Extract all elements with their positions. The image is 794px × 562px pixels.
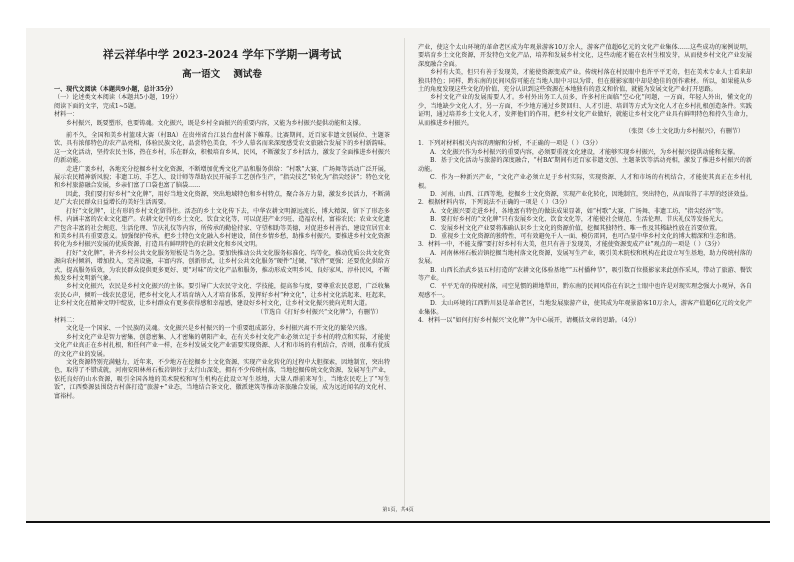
paragraph: 文化资源特别充满魅力，近年来，不少地方在挖掘乡土文化资源，实现产业化转化的过程中大胆探索，因地制宜，突出特色，取得了不错成就，河南安阳林州石板岩镇位于太行山深处，拥有不少传统村落，当地挖掘传统文化资源，发展写生产业，依托良好的山水资源，吸引全国各地的美术院校和写生机构在此设立写生基地，大量人群前来写生，当地农民吃上了“写生饭”，江西婺源县围绕古村落打造“旅游+”业态，当地结合茶文化、徽派建筑等推动茶旅融合发展，成为远近闻名的文化村、富裕村。 <box>54 359 390 400</box>
paragraph: 乡村文化产业的发展需要人才。乡村外出务工人员多，许多村庄面临“空心化”问题，一方面，年轻人外出，懂文化的少，当地缺少文化人才，另一方面，不少地方通过乡贤回归、人才引进、培训等方式为文化人才在乡村扎根创造条件。实践证明，通过培养乡土文化人才，发挥他们的作用，把乡村文化产业做好，就能让乡村文化产业具有鲜明特色和持久生命力，从而推进乡村振兴。 <box>418 94 752 127</box>
paragraph: 前不久，全国和美乡村篮球大赛（村BA）在贵州省台江县台盘村落下帷幕。比赛期间，近百家非遗文创展位、主题茶饮、具有浓郁特色的农产品亮相，体验民族文化，品尝特色美食，不少人慕名而来深度感受农文旅融合发展下的乡村新韵味。这一文化活动，坚持农民主体，热在乡村，乐在群众，积极培育乡风、民风，不断激发了乡村活力，激发了全面推进乡村振兴的新动能。 <box>54 132 390 165</box>
question-3: 3．材料一中，不能支撑“要打好乡村有大美，但只有善于发现美，才能使资源变成产业”观点的一项是（ ）（3分） <box>418 241 724 249</box>
paragraph: 乡村振兴，既要塑形，也要铸魂。文化振兴，既是乡村全面振兴的重要内容，又能为乡村振兴提供动能和支撑。 <box>66 119 365 127</box>
option: C．作为一种新兴产业，“文化产业必须立足于乡村实际，实现资源、人才和市场的有机结合，才能使其真正在乡村扎根。 <box>418 174 752 190</box>
option: D．重视乡土文化资源的独特性，可有效避免千人一面、模仿雷同，也可凸显中华乡村文化的博大精深和生态和谐。 <box>430 232 740 240</box>
exam-subtitle: 高一语文 测试卷 <box>182 69 262 80</box>
paragraph: 因此，我们要打好乡村“文化牌”，用好当地文化资源，突出地域特色和乡村特点，聚合各方力量，激发乡民活力，不断满足广大农民群众日益增长的美好生活需要。 <box>54 190 390 207</box>
material-1-label: 材料一： <box>54 111 79 119</box>
option: B．要打好乡村的“文化牌”只有发展乡文化、饮食文化等，才能使社会规范、生活伦理、节庆礼仪等发扬光大。 <box>430 216 728 224</box>
exam-sheet <box>26 28 770 523</box>
option: A．文化振兴要走进乡村，各地富有特色的做法成果显著，如“村歌”大赛、广场舞、非遗工坊、“指尖经济”等。 <box>430 207 728 215</box>
paragraph: 乡村文化产业是智力密集、创意密集、人才密集的朝阳产业，在有关乡村文化产业必须立足于乡村的特点和实际，才能使文化产业真正在乡村扎根，和任何产业一样，在乡村发展文化产业需要实现资源、人才和市场的有机结合，否则，很难有优质的文化产业的发展。 <box>54 333 390 358</box>
left-column <box>54 44 390 401</box>
section-heading: 一、现代文阅读（本题共9小题，总计35分） <box>54 86 177 93</box>
option: B．山西长治武乡县五村打造的“农耕文化体验基地”“五村播种节”，吸引数百位摄影家来此创作采风，带动了旅游、餐饮等产业。 <box>418 266 752 282</box>
source-citation: （张贺《乡土文化助力乡村振兴》，有删节） <box>625 128 744 136</box>
paragraph: 文化是一个国家、一个民族的灵魂。文化振兴是乡村振兴的一个重要组成部分，乡村振兴离不开文化的繁荣兴盛。 <box>66 325 371 333</box>
question-4: 4．材料一以“如何打好乡村振兴‘文化牌’”为中心展开，请概括文章的思路。（4分） <box>418 317 640 324</box>
fold-line <box>404 38 405 508</box>
subsection-heading: （一）论述类文本阅读（本题共5小题，19分） <box>54 94 182 102</box>
paragraph: 打好“文化牌”，补齐乡村公共文化服务短板是当务之急。要加快推动公共文化服务标准化、均等化，推动优质公共文化资源向农村倾斜，增加投入，完善设施，丰富内容，创新形式，让乡村公共文化服务“硬件”过硬、“软件”更强；还要优化供给方式，提高服务质效，为农民群众提供更多更好、更“对味”的文化产品和服务，推动形成文明乡风、良好家风、淳朴民风，不断焕发乡村文明新气象。 <box>54 249 390 282</box>
option: C．发展乡村文化产业要将准确认识乡土文化的资源价值，挖掘其独特性、唯一性及其稀缺性放在首要位置。 <box>430 224 722 232</box>
question-2: 2．根据材料内容，下列说法不正确的一项是（ ）（3分） <box>418 199 571 207</box>
source-citation: （节选自《打好乡村振兴“文化牌”》，有删节） <box>256 308 382 316</box>
paragraph: 乡村有大美，但只有善于发现美，才能使资源变成产业。传统村落在村民眼中也许平平无奇，但在美术专业人士看来却独具特色；同样，黔东南的民间风俗可能在当地人眼中习以为常，但在摄影家眼中却是绝佳的创作素材。所以，如果能从乡土的角度发现这些文化的价值，充分认识到这些资源在本地独有的意义和价值，就能为发展文化产业打开思路。 <box>418 69 752 94</box>
question-1: 1．下列对材料相关内容的理解和分析，不正确的一项是（ ）（3分） <box>418 140 602 148</box>
instruction: 阅读下面的文字，完成1~5题。 <box>54 102 140 110</box>
paragraph: 乡村文化振兴，农民是乡村文化振兴的主体。要引导广大农民守文化、学技能，提高参与度，要尊重农民意愿，广泛收集农民心声，倾听一线农民意见，把乡村文化人才培育纳入人才培育体系，发挥好乡村“种文化”，让乡村文化活起来、旺起来，让乡村文化在精神文明中绽放，让乡村群众有更多获得感和幸福感，建设好乡村文化，让乡村文化振兴驶向光明大道。 <box>54 283 390 308</box>
option: D．太山环境的江西黔川县是革命老区，当地发展旅游产业，使其成为年观景游客10万余人，游客产值超6亿元的文化产业集体。 <box>418 300 752 316</box>
right-column <box>418 44 752 325</box>
material-2-label: 材料二： <box>54 316 79 324</box>
paragraph: 走进广袤乡村，各地充分挖掘乡村文化资源，不断增加优秀文化产品和服务供给：“村歌”大赛、广场舞等活动广泛开展，展示农民精神新风貌；非遗工坊、手艺人、设计师等帮助农民开展手工艺创作生产，“指尖技艺”转化为“指尖经济”；特色文化和乡村旅游融合发展，乡亲们富了口袋也富了脑袋…… <box>54 165 390 190</box>
option: B．基于文化活动与旅游的深度融合，“村BA”期间有近百家非遗文创、主题茶饮等活动亮相，激发了推进乡村振兴的新动能。 <box>418 157 752 173</box>
option: A．文化振兴作为乡村振兴的重要内容，必须要重视文化建设，才能够实现乡村振兴，为乡村振兴提供动能和支撑。 <box>430 148 740 156</box>
page-number: 第1页，共4页 <box>382 507 414 513</box>
option: D．河南、山西、江西等地，挖掘乡土文化资源，实现产业化转化，因地制宜，突出特色，从而取得了丰厚的经济效益。 <box>430 190 752 198</box>
exam-title: 祥云祥华中学 2023-2024 学年下学期一调考试 <box>102 48 342 61</box>
paragraph: 产业，使这个太山环境的革命老区成为年观景游客10万余人，游客产值超6亿元的文化产业集体……这些成功的案例说明，要培育乡土文化资源，开发特色文化产品，培养和发展乡村文化，这些动能才能在农村生根发芽，从而使乡村文化产业发展深度融合全面。 <box>418 44 752 68</box>
option: A．河南林州石板岩镇挖掘当地村落文化资源，发展写生产业，吸引美术院校和机构在此设立写生基地，助力传统村落的发展。 <box>418 249 752 266</box>
option: C．平平无奇的传统村落，司空见惯的耕地犁田，黔东南的民间风俗在有识之士眼中也许是对现实理念强大小观异，各自观感不一。 <box>418 283 752 299</box>
paragraph: 打好“文化牌”，让有形的乡村文化留得住。活态的乡土文化传下去，中华农耕文明源远流长，博大精深，留下了形态多样、内涵丰富的农业文化遗产。农耕文化中的乡土文化、饮食文化等，可以促进产业兴旺、造福农村，富裕农民；农业文化遗产包含丰富的社会规范、生活伦理、节庆礼仪等内容，所传承的勤俭持家、守望相助等美德，对促进乡村善治、建设宜居宜业和美乡村具有重要意义。加强保护传承，把乡土特色文化融入乡村建设，留住乡情乡愁，助推乡村振兴。要推进乡村文化资源转化为乡村振兴发展的优质资源，打造具有鲜明特色的农耕文化和乡风文明。 <box>54 207 390 249</box>
